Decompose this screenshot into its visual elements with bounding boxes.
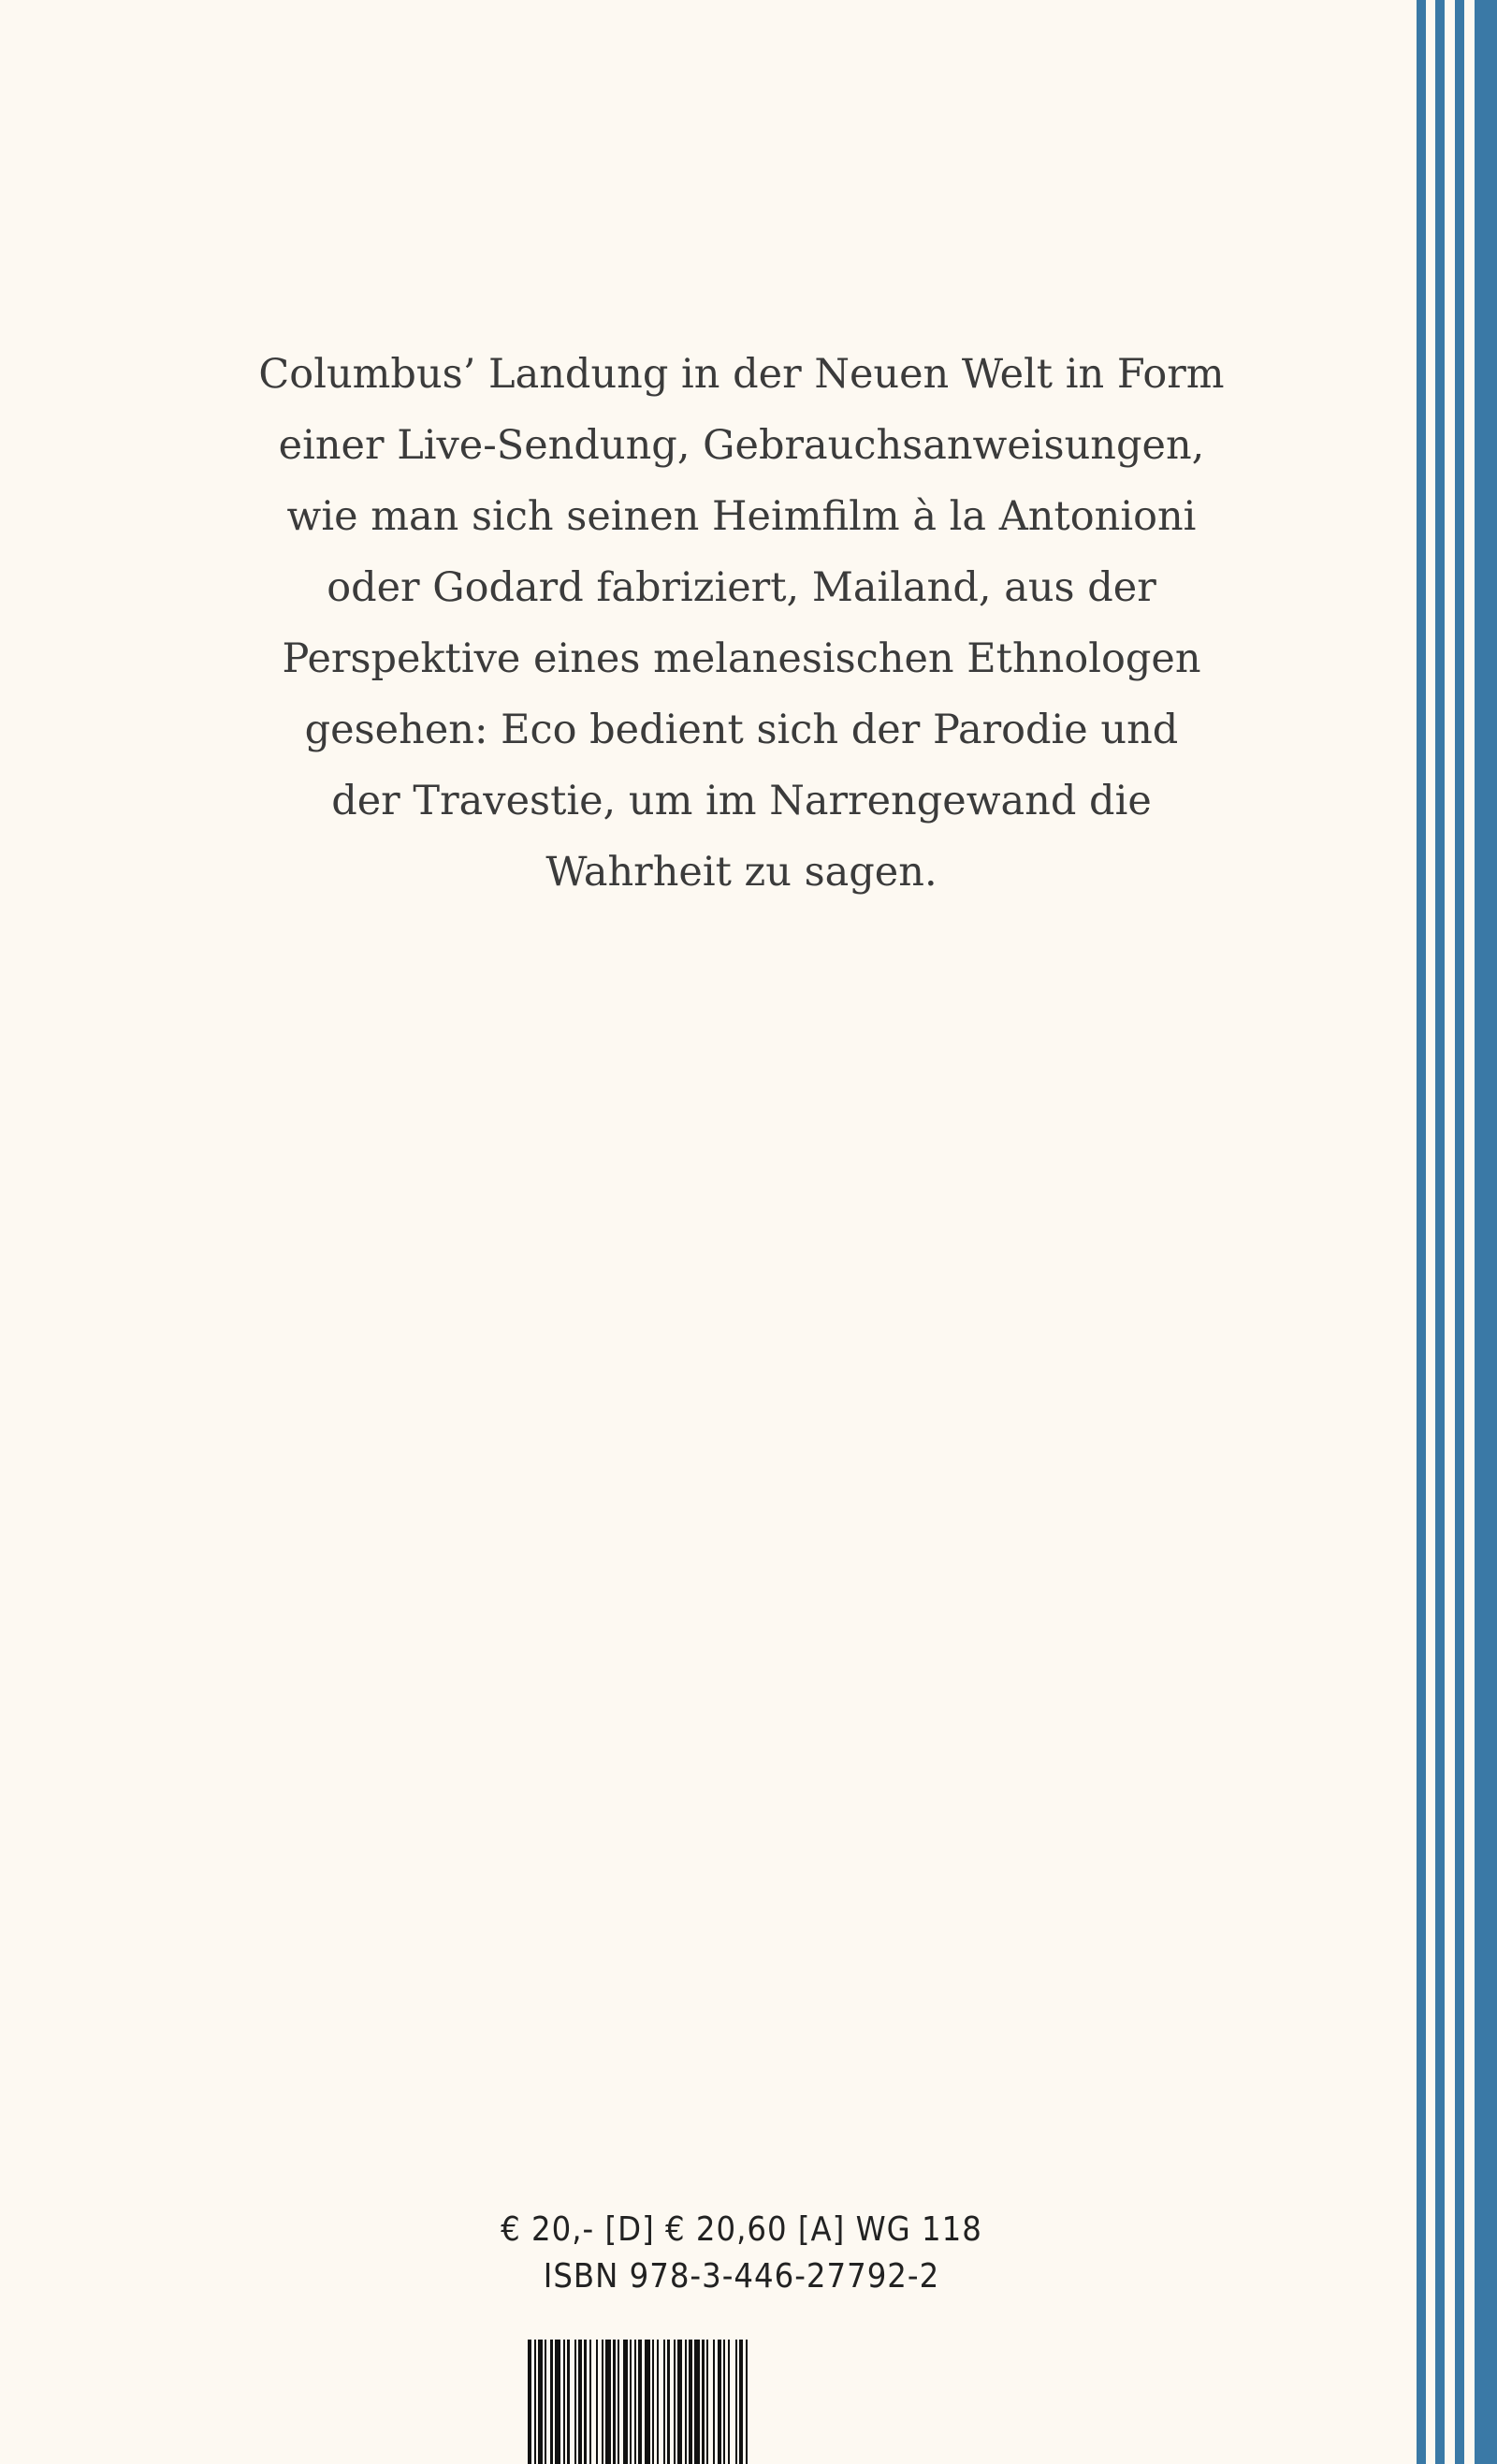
- barcode-bar: [528, 2340, 531, 2464]
- barcode-bar: [545, 2340, 546, 2464]
- barcode-bar: [618, 2340, 619, 2464]
- barcode-bar: [567, 2340, 570, 2464]
- blurb-line: der Travestie, um im Narrengewand die: [331, 778, 1152, 824]
- barcode-bar: [718, 2340, 721, 2464]
- barcode-bar: [613, 2340, 616, 2464]
- barcode-bar: [746, 2340, 748, 2464]
- barcode-bar: [652, 2340, 654, 2464]
- barcode-bar: [677, 2340, 682, 2464]
- barcode-bar: [602, 2340, 603, 2464]
- barcode-bar: [534, 2340, 536, 2464]
- decorative-stripes: [1417, 0, 1497, 2464]
- blurb-line: einer Live-Sendung, Gebrauchsanweisungen,: [278, 422, 1205, 469]
- barcode-bar: [623, 2340, 628, 2464]
- barcode-bar: [674, 2340, 676, 2464]
- barcode-bar: [538, 2340, 543, 2464]
- blurb-line: Perspektive eines melanesischen Ethnologen: [282, 635, 1201, 682]
- barcode-bar: [596, 2340, 598, 2464]
- barcode-bar: [702, 2340, 705, 2464]
- stripe: [1475, 0, 1497, 2464]
- barcode-bar: [589, 2340, 591, 2464]
- blurb-text: [187, 339, 1296, 908]
- barcode-bar: [728, 2340, 730, 2464]
- barcode-bar: [663, 2340, 665, 2464]
- stripe: [1417, 0, 1426, 2464]
- barcode-bar: [739, 2340, 743, 2464]
- barcode-bar: [584, 2340, 587, 2464]
- isbn-number: ISBN 978-3-446-27792-2: [543, 2257, 940, 2296]
- blurb-line: oder Godard fabriziert, Mailand, aus der: [327, 564, 1156, 611]
- barcode-bar: [563, 2340, 565, 2464]
- barcode-bar: [555, 2340, 560, 2464]
- blurb-line: Wahrheit zu sagen.: [545, 849, 937, 896]
- barcode-bar: [638, 2340, 642, 2464]
- barcode-bar: [657, 2340, 659, 2464]
- stripe: [1435, 0, 1445, 2464]
- price-info: [468, 2207, 1015, 2300]
- blurb-line: gesehen: Eco bedient sich der Parodie und: [304, 707, 1179, 753]
- blurb-line: Columbus’ Landung in der Neuen Welt in Form: [258, 351, 1225, 398]
- stripe: [1455, 0, 1464, 2464]
- barcode-bar: [713, 2340, 715, 2464]
- barcode-bar: [723, 2340, 725, 2464]
- barcode-bar: [685, 2340, 687, 2464]
- barcode-bar: [667, 2340, 670, 2464]
- barcode-bar: [574, 2340, 576, 2464]
- price-line: € 20,- [D] € 20,60 [A] WG 118: [501, 2210, 982, 2249]
- barcode-bar: [605, 2340, 611, 2464]
- barcode-bar: [550, 2340, 553, 2464]
- barcode-bar: [735, 2340, 737, 2464]
- barcode-bar: [630, 2340, 632, 2464]
- barcode-bar: [694, 2340, 700, 2464]
- barcode-bar: [645, 2340, 650, 2464]
- barcode-bar: [706, 2340, 708, 2464]
- barcode: [528, 2340, 956, 2464]
- barcode-bar: [578, 2340, 582, 2464]
- barcode-bar: [634, 2340, 636, 2464]
- blurb-line: wie man sich seinen Heimfilm à la Antonioni: [286, 493, 1197, 540]
- barcode-bar: [689, 2340, 692, 2464]
